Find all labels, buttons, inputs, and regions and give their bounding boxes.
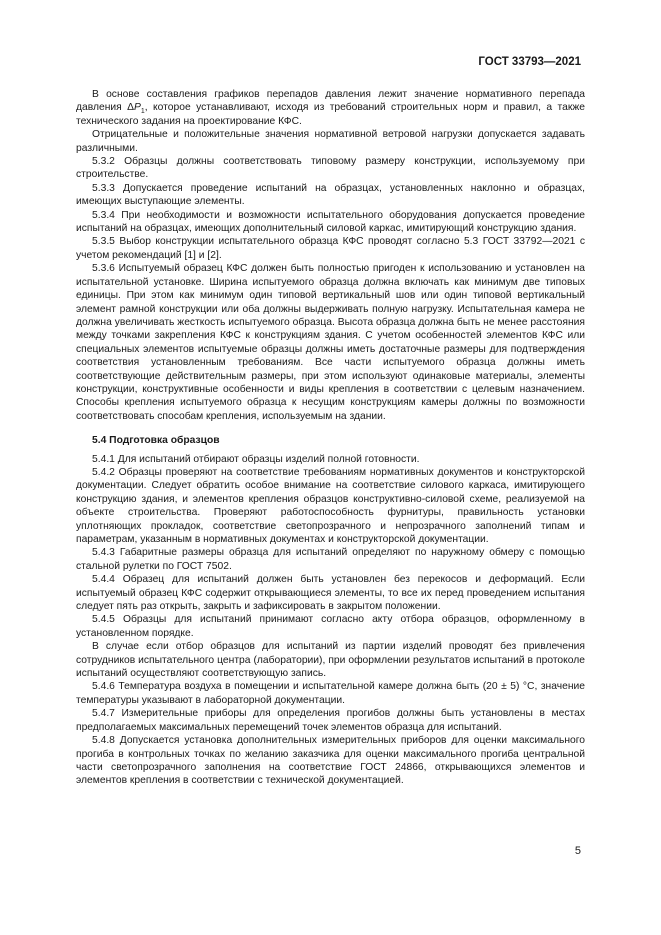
clause-5-4-6: 5.4.6 Температура воздуха в помещении и испытательной камере должна быть (20 ± 5) °С, значение температуры указывают в лабораторной документации. xyxy=(76,681,585,706)
section-heading-5-4: 5.4 Подготовка образцов xyxy=(92,435,220,447)
clause-5-4-5: 5.4.5 Образцы для испытаний принимают согласно акту отбора образцов, оформленному в установленном порядке. xyxy=(76,614,585,639)
paragraph: В случае если отбор образцов для испытаний из партии изделий проводят без привлечения сотрудников испытательного центра (лаборатории), при оформлении результатов испытаний в протоколе испытаний осуществляют соответствующую запись. xyxy=(76,641,585,680)
clause-5-4-2: 5.4.2 Образцы проверяют на соответствие требованиям нормативных документов и конструкторской документации. Следует обратить особое внимание на соответствие силового каркаса, имитирующего конструкцию здания, и элементов крепления образцов конструктивно-силовой схеме, реализуемой на объекте строительства. Проверяют работоспособность фурнитуры, правильность установки уплотняющих прокладок, соответствие светопрозрачного и непрозрачного заполнений типам и параметрам, указанным в нормативных документах и конструкторской документации. xyxy=(76,466,585,545)
document-body xyxy=(76,88,585,788)
paragraph: Отрицательные и положительные значения нормативной ветровой нагрузки допускается задавать различными. xyxy=(76,129,585,154)
document-header: ГОСТ 33793—2021 xyxy=(478,56,581,68)
clause-5-3-3: 5.3.3 Допускается проведение испытаний на образцах, установленных наклонно и образцах, имеющих выступающие элементы. xyxy=(76,182,585,208)
clause-5-3-6: 5.3.6 Испытуемый образец КФС должен быть полностью пригоден к использованию и установлен на испытательной установке. Ширина испытуемого образца должна включать как минимум две типовых единицы. При этом как минимум один типовой вертикальный шов или один типовой вертикальный элемент рамной конструкции или оба должны выдерживать полную нагрузку. Испытательная камера не должна увеличивать жесткость испытуемого образца. Высота образца должна быть не менее расстояния между точками закрепления КФС к конструкциям здания. С учетом особенностей элементов КФС или специальных элементов испытуемые образцы должны иметь достаточные размеры для подтверждения соответствия установленным требованиям. Все части испытуемого образца должны иметь соответствующие действительным размеры, при этом используют одинаковые материалы, элементы конструкции, конструктивные особенности и виды крепления в соответствии с целевым назначением. Способы крепления испытуемого образца к несущим конструкциям камеры должны по возможности соответствовать способам крепления, используемым на здании. xyxy=(76,263,585,422)
page-number: 5 xyxy=(574,845,581,857)
clause-5-3-4: 5.3.4 При необходимости и возможности испытательного оборудования допускается проведение испытаний на образцах, имеющих дополнительный силовой каркас, имитирующий конструкцию здания. xyxy=(76,209,585,235)
clause-5-4-8: 5.4.8 Допускается установка дополнительных измерительных приборов для оценки максимального прогиба в контрольных точках по желанию заказчика для оценки максимального прогиба центральной части светопрозрачного заполнения на соответствие ГОСТ 24866, открывающихся элементов и элементов крепления в соответствии с технической документацией. xyxy=(76,735,585,787)
clause-5-3-2: 5.3.2 Образцы должны соответствовать типовому размеру конструкции, используемому при строительстве. xyxy=(76,156,585,181)
paragraph-pressure-basis: В основе составления графиков перепадов давления лежит значение нормативного перепада давления $\Delta P_1$, которое устанавливают, исходя из требований строительных норм и правил, а также технического задания на проектирование КФС. xyxy=(76,89,585,127)
clause-5-4-3: 5.4.3 Габаритные размеры образца для испытаний определяют по наружному обмеру с помощью стальной рулетки по ГОСТ 7502. xyxy=(76,547,585,572)
clause-5-4-4: 5.4.4 Образец для испытаний должен быть установлен без перекосов и деформаций. Если испытуемый образец КФС содержит открывающиеся элементы, то все их перед проведением испытания следует пять раз открыть, закрыть и зафиксировать в закрытом положении. xyxy=(76,574,585,613)
clause-5-4-7: 5.4.7 Измерительные приборы для определения прогибов должны быть установлены в местах предполагаемых максимальных перемещений точек элементов образца для испытаний. xyxy=(76,708,585,733)
clause-5-4-1: 5.4.1 Для испытаний отбирают образцы изделий полной готовности. xyxy=(92,453,420,465)
clause-5-3-5: 5.3.5 Выбор конструкции испытательного образца КФС проводят согласно 5.3 ГОСТ 33792—2021 с учетом рекомендаций [1] и [2]. xyxy=(76,236,585,261)
